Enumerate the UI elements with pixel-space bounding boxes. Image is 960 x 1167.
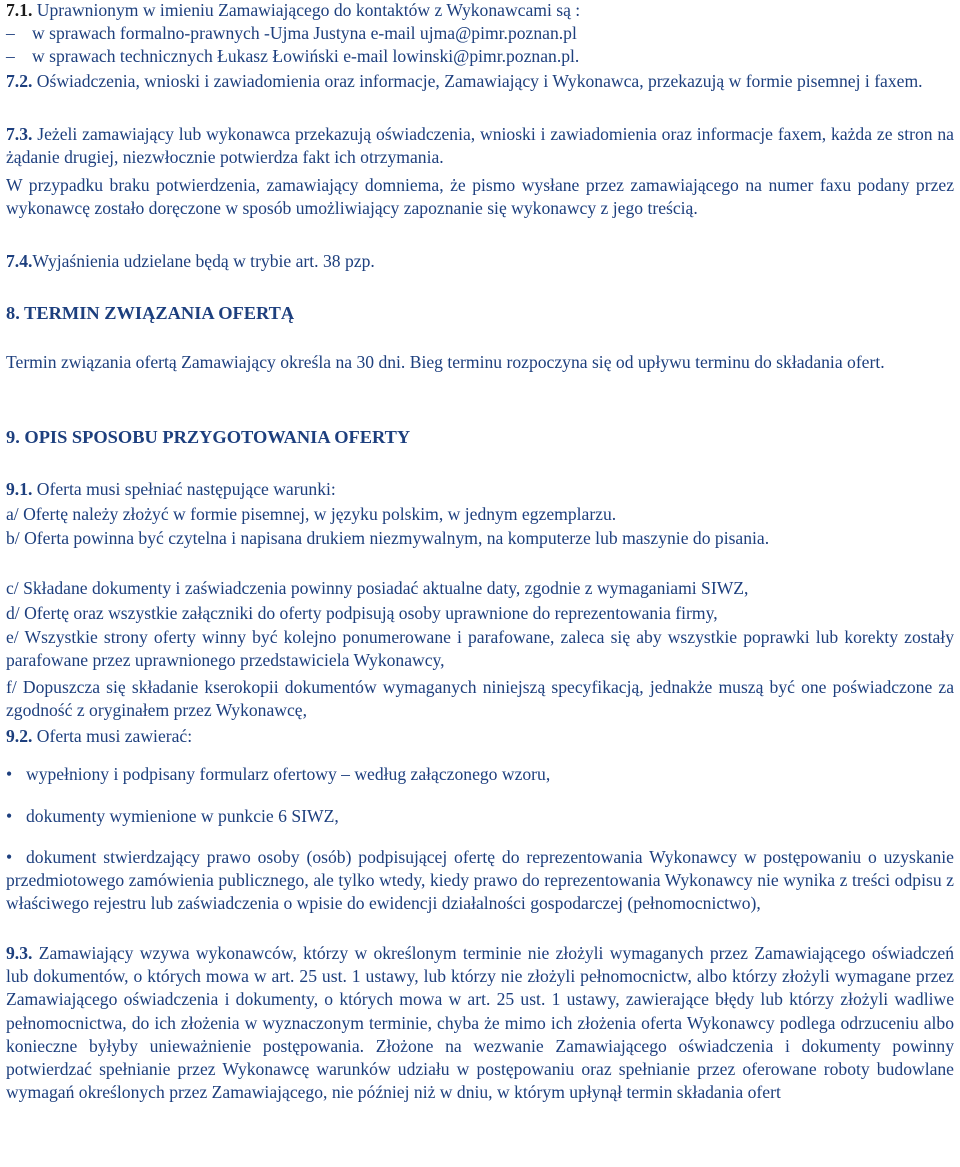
list-item bbox=[6, 805, 954, 828]
section-7-3-number: 7.3. bbox=[6, 124, 33, 144]
condition-b: b/ Oferta powinna być czytelna i napisana drukiem niezmywalnym, na komputerze lub maszynie do pisania. bbox=[6, 528, 770, 548]
section-9-1 bbox=[6, 478, 954, 501]
section-9-2 bbox=[6, 725, 954, 748]
contact-formal bbox=[6, 22, 954, 45]
contact-formal-text: w sprawach formalno-prawnych -Ujma Justyna e-mail ujma@pimr.poznan.pl bbox=[32, 23, 577, 43]
bullet-icon: • bbox=[6, 806, 13, 826]
section-7-1 bbox=[6, 0, 954, 22]
bullet-icon: • bbox=[6, 764, 13, 784]
section-7-4-number: 7.4. bbox=[6, 251, 33, 271]
section-9-3-number: 9.3. bbox=[6, 943, 33, 963]
condition-e: e/ Wszystkie strony oferty winny być kolejno ponumerowane i parafowane, zaleca się aby wszystkie poprawki lub korekty zostały parafowane przez uprawnionego przedstawiciela Wykonawcy, bbox=[6, 627, 954, 671]
required-item-2: dokumenty wymienione w punkcie 6 SIWZ, bbox=[26, 806, 339, 826]
section-9-3 bbox=[6, 942, 954, 1104]
condition-f: f/ Dopuszcza się składanie kserokopii dokumentów wymaganych niniejszą specyfikacją, jednakże muszą być one poświadczone za zgodność z oryginałem przez Wykonawcę, bbox=[6, 677, 954, 721]
section-7-3-text: Jeżeli zamawiający lub wykonawca przekazują oświadczenia, wnioski i zawiadomienia oraz informacje faxem, każda ze stron na żądanie drugiej, niezwłocznie potwierdza fakt ich otrzymania. bbox=[6, 124, 954, 168]
section-7-2-number: 7.2. bbox=[6, 71, 33, 91]
section-9-2-text: Oferta musi zawierać: bbox=[32, 726, 193, 746]
dash-marker: – bbox=[6, 23, 15, 43]
required-item-3: dokument stwierdzający prawo osoby (osób) podpisującej ofertę do reprezentowania Wykonawcy w postępowaniu o uzyskanie przedmiotowego zamówienia publicznego, ale tylko wtedy, kiedy prawo do reprezentowania Wykonawcy nie wynika z treści odpisu z właściwego rejestru lub zaświadczenia o wpisie do ewidencji działalności gospodarczej (pełnomocnictwo), bbox=[6, 847, 954, 914]
bullet-icon: • bbox=[6, 847, 13, 867]
section-7-4-text: Wyjaśnienia udzielane będą w trybie art. 38 pzp. bbox=[32, 251, 375, 271]
condition-d: d/ Ofertę oraz wszystkie załączniki do oferty podpisują osoby uprawnione do reprezentowania firmy, bbox=[6, 603, 718, 623]
section-7-1-text: Uprawnionym w imieniu Zamawiającego do kontaktów z Wykonawcami są : bbox=[32, 0, 581, 20]
contact-technical-text: w sprawach technicznych Łukasz Łowiński e-mail lowinski@pimr.poznan.pl. bbox=[32, 46, 580, 66]
section-9-1-number: 9.1. bbox=[6, 479, 33, 499]
list-item bbox=[6, 846, 954, 916]
section-7-3-paragraph-2 bbox=[6, 174, 954, 220]
section-8-text: Termin związania ofertą Zamawiający określa na 30 dni. Bieg terminu rozpoczyna się od upływu terminu do składania ofert. bbox=[6, 352, 885, 372]
contact-technical bbox=[6, 45, 954, 68]
section-7-3-text-2: W przypadku braku potwierdzenia, zamawiający domniema, że pismo wysłane przez zamawiającego na numer faxu podany przez wykonawcę zostało doręczone w sposób umożliwiający zapoznanie się wykonawcy z jego treścią. bbox=[6, 175, 954, 219]
section-9-heading: 9. OPIS SPOSOBU PRZYGOTOWANIA OFERTY bbox=[6, 427, 411, 447]
condition-a: a/ Ofertę należy złożyć w formie pisemnej, w języku polskim, w jednym egzemplarzu. bbox=[6, 504, 617, 524]
section-9-1-text: Oferta musi spełniać następujące warunki: bbox=[32, 479, 336, 499]
condition-c: c/ Składane dokumenty i zaświadczenia powinny posiadać aktualne daty, zgodnie z wymaganiami SIWZ, bbox=[6, 578, 749, 598]
section-8-heading: 8. TERMIN ZWIĄZANIA OFERTĄ bbox=[6, 303, 295, 323]
section-7-1-number: 7.1. bbox=[6, 0, 33, 20]
required-item-1: wypełniony i podpisany formularz ofertowy – według załączonego wzoru, bbox=[26, 764, 551, 784]
section-7-4 bbox=[6, 250, 954, 273]
dash-marker: – bbox=[6, 46, 15, 66]
section-7-2 bbox=[6, 70, 954, 93]
list-item bbox=[6, 763, 954, 786]
section-7-3 bbox=[6, 123, 954, 169]
section-9-2-number: 9.2. bbox=[6, 726, 33, 746]
section-7-2-text: Oświadczenia, wnioski i zawiadomienia oraz informacje, Zamawiający i Wykonawca, przekazują w formie pisemnej i faxem. bbox=[32, 71, 923, 91]
section-9-3-text: Zamawiający wzywa wykonawców, którzy w określonym terminie nie złożyli wymaganych przez Zamawiającego oświadczeń lub dokumentów, o których mowa w art. 25 ust. 1 ustawy, lub którzy nie złożyli pełnomocnictw, albo którzy złożyli wymagane przez Zamawiającego oświadczenia i dokumenty, o których mowa w art. 25 ust. 1 ustawy, zawierające błędy lub którzy złożyli wadliwe pełnomocnictwa, do ich złożenia w wyznaczonym terminie, chyba że mimo ich złożenia oferta Wykonawcy podlega odrzuceniu albo konieczne byłyby unieważnienie postępowania. Złożone na wezwanie Zamawiającego oświadczenia i dokumenty powinny potwierdzać spełnianie przez Wykonawcę warunków udziału w postępowaniu oraz spełnianie przez oferowane roboty budowlane wymagań określonych przez Zamawiającego, nie później niż w dniu, w którym upłynął termin składania ofert bbox=[6, 943, 954, 1103]
